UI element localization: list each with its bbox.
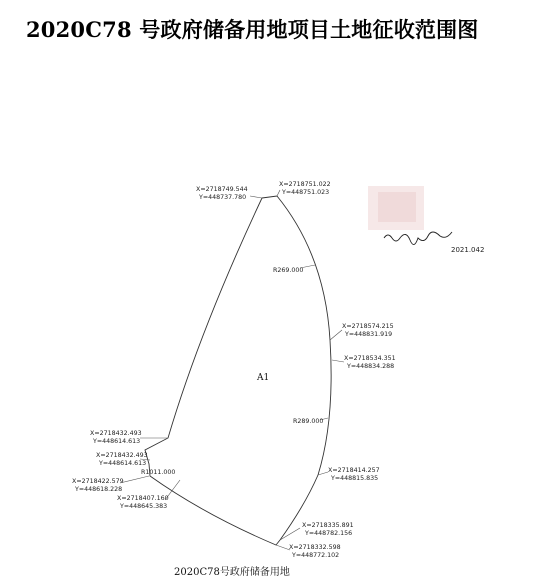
coordinate-label-9: [96, 452, 148, 467]
coordinate-label-1: [196, 186, 248, 201]
coordinate-y: Y=448614.613: [99, 460, 147, 467]
coordinate-y: Y=448737.780: [199, 194, 247, 201]
coordinate-y: Y=448645.383: [120, 503, 168, 510]
coordinate-y: Y=448751.023: [282, 189, 330, 196]
coordinate-x: X=2718332.598: [289, 544, 341, 551]
coordinate-label-2: [279, 181, 331, 196]
coordinate-y: Y=448614.613: [93, 438, 141, 445]
coordinate-label-5: [328, 467, 380, 482]
coordinate-x: X=2718407.160: [117, 495, 169, 502]
parcel-label: A1: [257, 373, 270, 383]
coordinate-x: X=2718534.351: [344, 355, 396, 362]
coordinate-label-11: [117, 495, 169, 510]
coordinate-x: X=2718335.891: [302, 522, 354, 529]
map-caption: 2020C78号政府储备用地: [174, 567, 290, 578]
coordinate-x: X=2718414.257: [328, 467, 380, 474]
coordinate-x: X=2718432.493: [96, 452, 148, 459]
coordinate-x: X=2718751.022: [279, 181, 331, 188]
coordinate-y: Y=448618.228: [75, 486, 123, 493]
coordinate-x: X=2718574.215: [342, 323, 394, 330]
coordinate-label-10: [72, 478, 124, 493]
parcel-boundary: [145, 196, 331, 545]
map-title: 2020C78 号政府储备用地项目土地征收范围图: [26, 17, 479, 42]
coordinate-x: X=2718749.544: [196, 186, 248, 193]
coordinate-label-7: [289, 544, 341, 559]
signature-text: 贵阳市城乡规划局: [390, 232, 446, 240]
signature-date: 2021.042: [451, 246, 485, 254]
coordinate-y: Y=448782.156: [305, 530, 353, 537]
radius-label: R1011.000: [141, 469, 176, 476]
coordinate-label-4: [344, 355, 396, 370]
coordinate-label-6: [302, 522, 354, 537]
coordinate-label-8: [90, 430, 142, 445]
coordinate-y: Y=448815.835: [331, 475, 379, 482]
coordinate-label-3: [342, 323, 394, 338]
faded-seal-inner: [378, 192, 416, 222]
coordinate-y: Y=448834.288: [347, 363, 395, 370]
coordinate-y: Y=448772.102: [292, 552, 340, 559]
radius-label: R269.000: [273, 267, 304, 274]
stamp-area: [368, 186, 484, 254]
coordinate-y: Y=448831.919: [345, 331, 393, 338]
coordinate-x: X=2718422.579: [72, 478, 124, 485]
coordinate-x: X=2718432.493: [90, 430, 142, 437]
radius-label: R289.000: [293, 418, 324, 425]
